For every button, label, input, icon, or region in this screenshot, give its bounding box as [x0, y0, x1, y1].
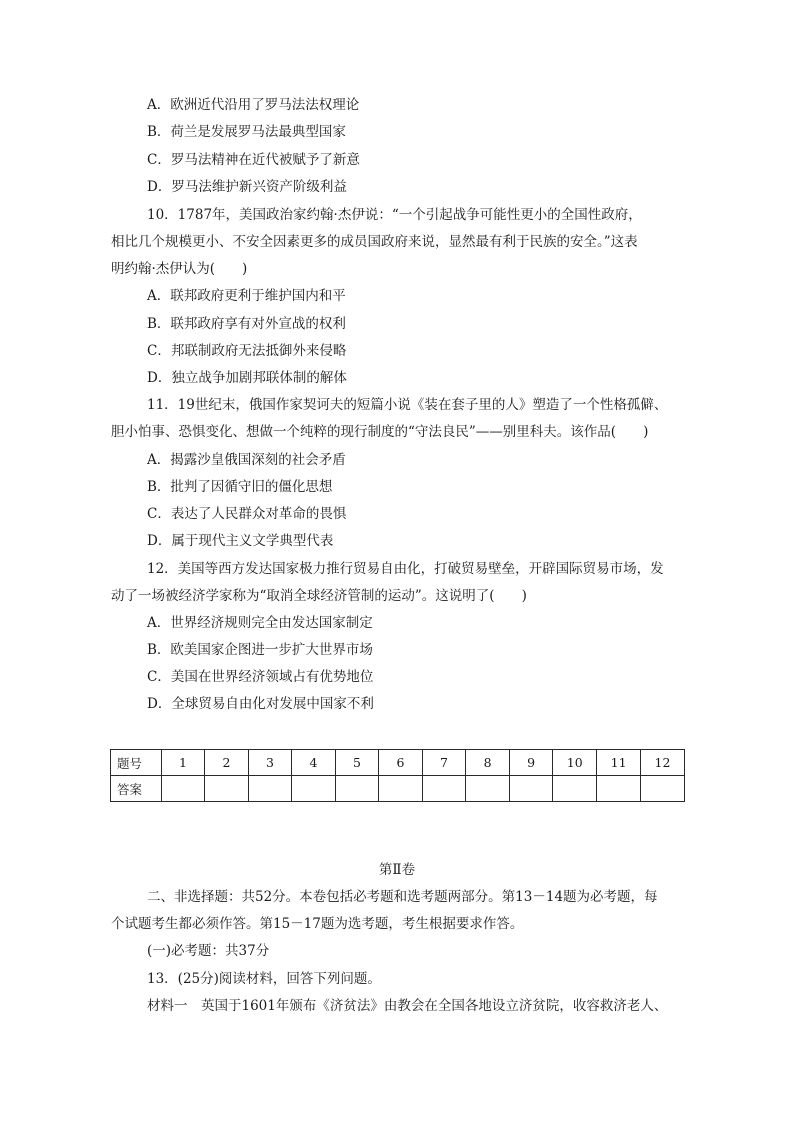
- answer-table-answer-row: [111, 776, 685, 802]
- answer-cell[interactable]: [335, 776, 379, 802]
- q12-stem-line1: 12．美国等西方发达国家极力推行贸易自由化，打破贸易壁垒，开辟国际贸易市场，发: [147, 561, 664, 577]
- question-number-cell: 11: [597, 750, 641, 776]
- q12-stem-line2: 动了一场被经济学家称为“取消全球经济管制的运动”。这说明了( ): [111, 588, 527, 604]
- question-number-cell: 9: [509, 750, 553, 776]
- q11-option-a: A．揭露沙皇俄国深刻的社会矛盾: [147, 452, 346, 468]
- q9-option-c: C．罗马法精神在近代被赋予了新意: [147, 152, 360, 168]
- answer-table-number-row: [111, 750, 685, 776]
- q10-option-d: D．独立战争加剧邦联体制的解体: [147, 370, 347, 386]
- question-number-cell: 4: [292, 750, 336, 776]
- answer-table: [110, 749, 685, 802]
- q11-option-c: C．表达了人民群众对革命的畏惧: [147, 506, 347, 522]
- q10-stem-line1: 10．1787年，美国政治家约翰·杰伊说：“一个引起战争可能性更小的全国性政府，: [147, 207, 642, 223]
- question-number-cell: 6: [379, 750, 423, 776]
- q10-option-b: B．联邦政府享有对外宣战的权利: [147, 316, 346, 332]
- q12-option-d: D．全球贸易自由化对发展中国家不利: [147, 696, 374, 712]
- question-number-cell: 7: [422, 750, 466, 776]
- q11-option-b: B．批判了因循守旧的僵化思想: [147, 479, 333, 495]
- question-number-cell: 1: [161, 750, 205, 776]
- answer-cell[interactable]: [161, 776, 205, 802]
- question-number-cell: 10: [553, 750, 597, 776]
- q13-stem: 13．(25分)阅读材料，回答下列问题。: [147, 971, 381, 987]
- q12-option-c: C．美国在世界经济领域占有优势地位: [147, 669, 374, 685]
- answer-cell[interactable]: [509, 776, 553, 802]
- q10-option-c: C．邦联制政府无法抵御外来侵略: [147, 343, 347, 359]
- q11-stem-line2: 胆小怕事、恐惧变化、想做一个纯粹的现行制度的“守法良民”——别里科夫。该作品( ): [111, 424, 649, 440]
- q9-option-a: A．欧洲近代沿用了罗马法法权理论: [147, 97, 360, 113]
- required-section-heading: (一)必考题：共37分: [147, 943, 270, 959]
- answer-cell[interactable]: [248, 776, 292, 802]
- answer-cell[interactable]: [553, 776, 597, 802]
- q9-option-d: D．罗马法维护新兴资产阶级利益: [147, 179, 347, 195]
- q10-option-a: A．联邦政府更利于维护国内和平: [147, 288, 346, 304]
- question-number-label: 题号: [111, 750, 162, 776]
- q10-stem-line2: 相比几个规模更小、不安全因素更多的成员国政府来说，显然最有利于民族的安全。”这表: [111, 234, 638, 250]
- q9-option-b: B．荷兰是发展罗马法最典型国家: [147, 124, 346, 140]
- answer-cell[interactable]: [205, 776, 249, 802]
- q10-stem-line3: 明约翰·杰伊认为( ): [111, 261, 248, 277]
- part2-intro-line1: 二、非选择题：共52分。本卷包括必考题和选考题两部分。第13－14题为必考题，每: [147, 889, 658, 905]
- question-number-cell: 5: [335, 750, 379, 776]
- q12-option-b: B．欧美国家企图进一步扩大世界市场: [147, 642, 373, 658]
- question-number-cell: 2: [205, 750, 249, 776]
- answer-cell[interactable]: [422, 776, 466, 802]
- answer-cell[interactable]: [641, 776, 685, 802]
- q13-material1: 材料一 英国于1601年颁布《济贫法》由教会在全国各地设立济贫院，收容救济老人、: [147, 998, 668, 1014]
- q11-stem-line1: 11．19世纪末，俄国作家契诃夫的短篇小说《装在套子里的人》塑造了一个性格孤僻、: [147, 397, 668, 413]
- q11-option-d: D．属于现代主义文学典型代表: [147, 533, 334, 549]
- q12-option-a: A．世界经济规则完全由发达国家制定: [147, 615, 373, 631]
- answer-cell[interactable]: [466, 776, 510, 802]
- question-number-cell: 12: [641, 750, 685, 776]
- answer-cell[interactable]: [292, 776, 336, 802]
- question-number-cell: 8: [466, 750, 510, 776]
- part2-title: 第Ⅱ卷: [378, 862, 416, 878]
- answer-label: 答案: [111, 776, 162, 802]
- answer-cell[interactable]: [597, 776, 641, 802]
- part2-intro-line2: 个试题考生都必须作答。第15－17题为选考题，考生根据要求作答。: [111, 916, 524, 932]
- question-number-cell: 3: [248, 750, 292, 776]
- answer-cell[interactable]: [379, 776, 423, 802]
